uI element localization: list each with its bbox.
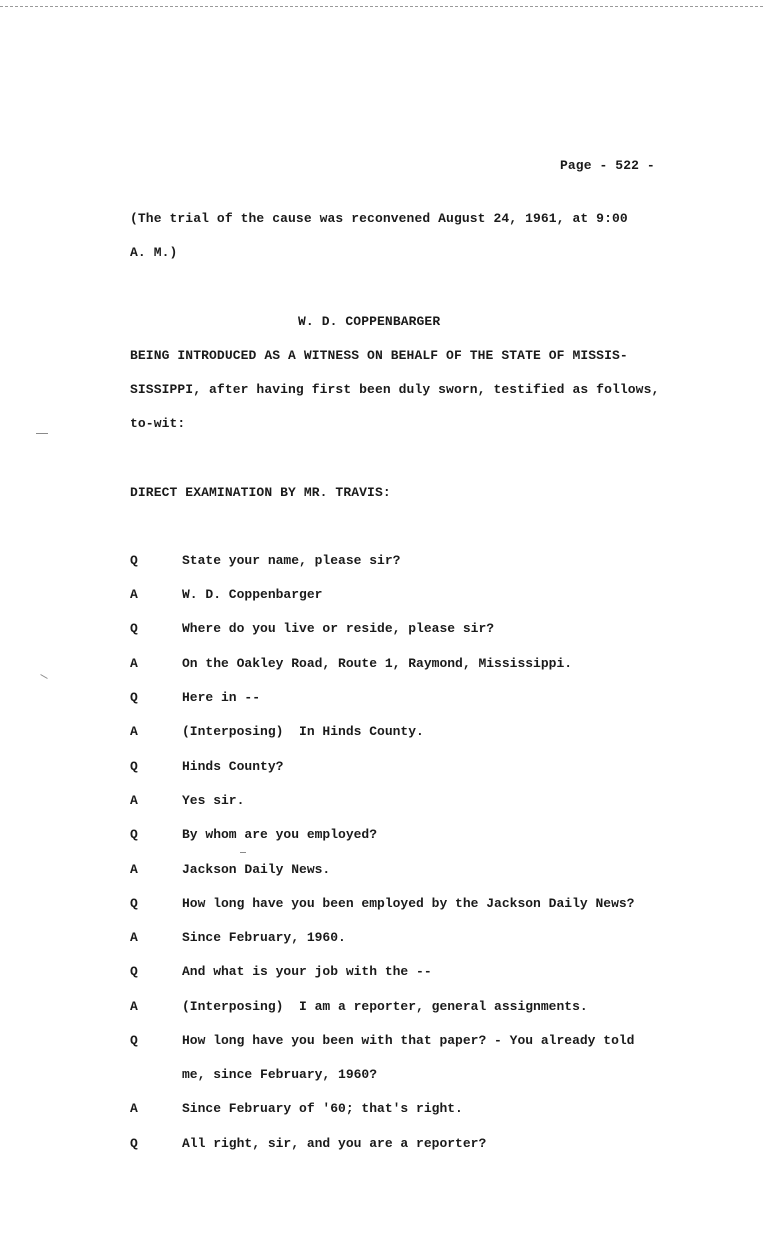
qa-text: Since February of '60; that's right. bbox=[182, 1101, 463, 1116]
qa-label: Q bbox=[130, 1136, 138, 1151]
qa-text: Since February, 1960. bbox=[182, 930, 346, 945]
scan-speck bbox=[240, 852, 246, 853]
witness-intro-line-2: SISSIPPI, after having first been duly sworn, testified as follows, bbox=[130, 382, 660, 397]
qa-label: A bbox=[130, 793, 138, 808]
qa-label: Q bbox=[130, 964, 138, 979]
qa-text: Yes sir. bbox=[182, 793, 245, 808]
scan-top-edge bbox=[0, 0, 763, 7]
qa-text: By whom are you employed? bbox=[182, 827, 378, 842]
intro-line-1: (The trial of the cause was reconvened August 24, 1961, at 9:00 bbox=[130, 211, 628, 226]
qa-text: And what is your job with the -- bbox=[182, 964, 432, 979]
witness-name: W. D. COPPENBARGER bbox=[298, 314, 441, 329]
qa-label: Q bbox=[130, 553, 138, 568]
qa-label: A bbox=[130, 999, 138, 1014]
scan-speck bbox=[40, 674, 47, 679]
qa-text: On the Oakley Road, Route 1, Raymond, Mississippi. bbox=[182, 656, 573, 671]
qa-label: Q bbox=[130, 827, 138, 842]
exam-heading: DIRECT EXAMINATION BY MR. TRAVIS: bbox=[130, 485, 391, 500]
page-number: Page - 522 - bbox=[560, 158, 655, 173]
qa-text: How long have you been employed by the Jackson Daily News? bbox=[182, 896, 635, 911]
qa-label: Q bbox=[130, 896, 138, 911]
witness-intro-line-3: to-wit: bbox=[130, 416, 186, 431]
intro-line-2: A. M.) bbox=[130, 245, 178, 260]
qa-text: (Interposing) In Hinds County. bbox=[182, 724, 424, 739]
qa-text: Hinds County? bbox=[182, 759, 284, 774]
qa-label: A bbox=[130, 1101, 138, 1116]
qa-text: How long have you been with that paper? - You already told bbox=[182, 1033, 635, 1048]
scan-speck bbox=[36, 433, 48, 434]
qa-label: Q bbox=[130, 690, 138, 705]
qa-text: Where do you live or reside, please sir? bbox=[182, 621, 495, 636]
qa-label: A bbox=[130, 930, 138, 945]
witness-intro-line-1: BEING INTRODUCED AS A WITNESS ON BEHALF OF THE STATE OF MISSIS- bbox=[130, 348, 628, 363]
qa-text: Jackson Daily News. bbox=[182, 862, 331, 877]
qa-label: A bbox=[130, 656, 138, 671]
qa-text: State your name, please sir? bbox=[182, 553, 401, 568]
qa-label: A bbox=[130, 862, 138, 877]
qa-label: Q bbox=[130, 759, 138, 774]
qa-label: A bbox=[130, 724, 138, 739]
qa-text: (Interposing) I am a reporter, general assignments. bbox=[182, 999, 588, 1014]
qa-text-continued: me, since February, 1960? bbox=[182, 1067, 378, 1082]
qa-text: Here in -- bbox=[182, 690, 261, 705]
qa-text: W. D. Coppenbarger bbox=[182, 587, 323, 602]
qa-label: Q bbox=[130, 621, 138, 636]
qa-label: A bbox=[130, 587, 138, 602]
qa-text: All right, sir, and you are a reporter? bbox=[182, 1136, 487, 1151]
qa-label: Q bbox=[130, 1033, 138, 1048]
